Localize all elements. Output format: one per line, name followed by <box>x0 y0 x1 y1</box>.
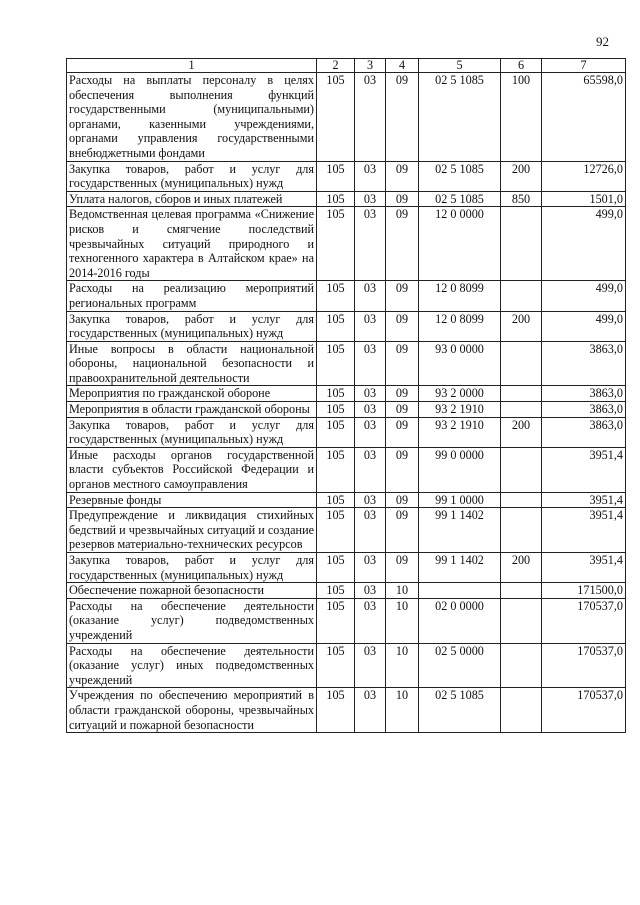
row-amount: 3863,0 <box>542 417 626 447</box>
row-name: Иные вопросы в области национальной обороны, национальной безопасности и правоохранительной деятельности <box>67 341 317 386</box>
row-section: 03 <box>355 402 386 418</box>
row-target-article: 02 5 0000 <box>419 643 501 688</box>
row-subsection: 09 <box>386 161 419 191</box>
table-row <box>67 341 626 386</box>
row-expense-type: 200 <box>501 553 542 583</box>
row-name: Закупка товаров, работ и услуг для государственных (муниципальных) нужд <box>67 161 317 191</box>
row-amount: 3951,4 <box>542 553 626 583</box>
row-amount: 170537,0 <box>542 598 626 643</box>
row-target-article: 12 0 8099 <box>419 281 501 311</box>
header-col-4: 4 <box>386 59 419 73</box>
row-ministry: 105 <box>317 417 355 447</box>
row-expense-type <box>501 643 542 688</box>
row-ministry: 105 <box>317 207 355 281</box>
row-amount: 499,0 <box>542 281 626 311</box>
row-ministry: 105 <box>317 583 355 599</box>
row-amount: 1501,0 <box>542 191 626 207</box>
row-expense-type: 200 <box>501 417 542 447</box>
row-section: 03 <box>355 191 386 207</box>
row-subsection: 10 <box>386 583 419 599</box>
row-name: Расходы на обеспечение деятельности (оказание услуг) иных подведомственных учреждений <box>67 643 317 688</box>
table-row <box>67 417 626 447</box>
row-amount: 3951,4 <box>542 508 626 553</box>
row-section: 03 <box>355 688 386 733</box>
table-row <box>67 311 626 341</box>
table-row <box>67 583 626 599</box>
row-target-article: 99 1 1402 <box>419 553 501 583</box>
row-name: Закупка товаров, работ и услуг для государственных (муниципальных) нужд <box>67 417 317 447</box>
table-row <box>67 281 626 311</box>
row-ministry: 105 <box>317 341 355 386</box>
row-expense-type <box>501 492 542 508</box>
row-name: Уплата налогов, сборов и иных платежей <box>67 191 317 207</box>
row-name: Предупреждение и ликвидация стихийных бедствий и чрезвычайных ситуаций и создание резервов материально-технических ресурсов <box>67 508 317 553</box>
row-section: 03 <box>355 583 386 599</box>
row-subsection: 09 <box>386 311 419 341</box>
row-name: Мероприятия по гражданской обороне <box>67 386 317 402</box>
row-section: 03 <box>355 207 386 281</box>
row-amount: 3863,0 <box>542 402 626 418</box>
page-number: 92 <box>596 34 609 49</box>
row-section: 03 <box>355 281 386 311</box>
row-ministry: 105 <box>317 386 355 402</box>
row-name: Обеспечение пожарной безопасности <box>67 583 317 599</box>
header-col-6: 6 <box>501 59 542 73</box>
row-amount: 3863,0 <box>542 341 626 386</box>
table-row <box>67 386 626 402</box>
table-row <box>67 508 626 553</box>
row-target-article: 12 0 8099 <box>419 311 501 341</box>
row-expense-type <box>501 386 542 402</box>
row-name: Мероприятия в области гражданской обороны <box>67 402 317 418</box>
row-ministry: 105 <box>317 281 355 311</box>
header-col-3: 3 <box>355 59 386 73</box>
row-ministry: 105 <box>317 688 355 733</box>
row-expense-type <box>501 447 542 492</box>
row-name: Закупка товаров, работ и услуг для государственных (муниципальных) нужд <box>67 553 317 583</box>
row-name: Расходы на реализацию мероприятий региональных программ <box>67 281 317 311</box>
row-expense-type <box>501 598 542 643</box>
row-ministry: 105 <box>317 73 355 162</box>
row-section: 03 <box>355 508 386 553</box>
row-target-article: 12 0 0000 <box>419 207 501 281</box>
row-amount: 65598,0 <box>542 73 626 162</box>
row-expense-type <box>501 583 542 599</box>
row-target-article: 02 5 1085 <box>419 191 501 207</box>
row-section: 03 <box>355 386 386 402</box>
row-target-article: 99 1 1402 <box>419 508 501 553</box>
row-section: 03 <box>355 643 386 688</box>
header-row <box>67 59 626 73</box>
row-expense-type: 850 <box>501 191 542 207</box>
row-subsection: 09 <box>386 447 419 492</box>
row-expense-type <box>501 207 542 281</box>
row-ministry: 105 <box>317 553 355 583</box>
row-name: Расходы на обеспечение деятельности (оказание услуг) подведомственных учреждений <box>67 598 317 643</box>
row-ministry: 105 <box>317 447 355 492</box>
row-name: Закупка товаров, работ и услуг для государственных (муниципальных) нужд <box>67 311 317 341</box>
row-target-article: 99 0 0000 <box>419 447 501 492</box>
table-row <box>67 402 626 418</box>
row-subsection: 09 <box>386 386 419 402</box>
row-target-article: 93 2 0000 <box>419 386 501 402</box>
row-expense-type: 200 <box>501 311 542 341</box>
row-amount: 170537,0 <box>542 688 626 733</box>
row-section: 03 <box>355 417 386 447</box>
row-expense-type <box>501 688 542 733</box>
row-subsection: 09 <box>386 492 419 508</box>
row-subsection: 10 <box>386 598 419 643</box>
row-subsection: 09 <box>386 508 419 553</box>
row-expense-type: 200 <box>501 161 542 191</box>
row-target-article: 02 5 1085 <box>419 688 501 733</box>
table-row <box>67 447 626 492</box>
row-subsection: 09 <box>386 207 419 281</box>
row-amount: 3951,4 <box>542 492 626 508</box>
row-amount: 499,0 <box>542 311 626 341</box>
row-name: Резервные фонды <box>67 492 317 508</box>
table-row <box>67 553 626 583</box>
row-section: 03 <box>355 447 386 492</box>
row-section: 03 <box>355 311 386 341</box>
row-amount: 3863,0 <box>542 386 626 402</box>
row-target-article: 99 1 0000 <box>419 492 501 508</box>
row-expense-type <box>501 402 542 418</box>
budget-table <box>66 58 626 733</box>
row-amount: 12726,0 <box>542 161 626 191</box>
row-amount: 171500,0 <box>542 583 626 599</box>
row-section: 03 <box>355 553 386 583</box>
row-ministry: 105 <box>317 598 355 643</box>
row-ministry: 105 <box>317 191 355 207</box>
row-subsection: 09 <box>386 341 419 386</box>
row-amount: 170537,0 <box>542 643 626 688</box>
row-name: Учреждения по обеспечению мероприятий в области гражданской обороны, чрезвычайных ситуаций и пожарной безопасности <box>67 688 317 733</box>
row-subsection: 09 <box>386 553 419 583</box>
header-col-1: 1 <box>67 59 317 73</box>
row-section: 03 <box>355 598 386 643</box>
row-expense-type <box>501 281 542 311</box>
row-section: 03 <box>355 73 386 162</box>
row-subsection: 10 <box>386 643 419 688</box>
row-section: 03 <box>355 161 386 191</box>
row-subsection: 09 <box>386 402 419 418</box>
header-col-5: 5 <box>419 59 501 73</box>
row-section: 03 <box>355 492 386 508</box>
row-name: Расходы на выплаты персоналу в целях обеспечения выполнения функций государственными (муниципальными) органами, казенными учреждениями, органами управления государственными внебюджетными фондами <box>67 73 317 162</box>
table-row <box>67 161 626 191</box>
row-subsection: 09 <box>386 281 419 311</box>
header-col-2: 2 <box>317 59 355 73</box>
row-expense-type <box>501 508 542 553</box>
row-amount: 499,0 <box>542 207 626 281</box>
row-ministry: 105 <box>317 492 355 508</box>
row-ministry: 105 <box>317 161 355 191</box>
table-row <box>67 73 626 162</box>
row-ministry: 105 <box>317 402 355 418</box>
row-subsection: 09 <box>386 73 419 162</box>
row-ministry: 105 <box>317 311 355 341</box>
table-row <box>67 492 626 508</box>
table-row <box>67 688 626 733</box>
row-name: Иные расходы органов государственной власти субъектов Российской Федерации и органов местного самоуправления <box>67 447 317 492</box>
row-amount: 3951,4 <box>542 447 626 492</box>
row-target-article: 93 2 1910 <box>419 417 501 447</box>
row-expense-type <box>501 341 542 386</box>
table-row <box>67 598 626 643</box>
header-col-7: 7 <box>542 59 626 73</box>
row-subsection: 09 <box>386 191 419 207</box>
row-ministry: 105 <box>317 508 355 553</box>
row-target-article: 93 0 0000 <box>419 341 501 386</box>
row-target-article: 02 5 1085 <box>419 161 501 191</box>
table-row <box>67 207 626 281</box>
row-section: 03 <box>355 341 386 386</box>
table-row <box>67 191 626 207</box>
table-row <box>67 643 626 688</box>
row-subsection: 10 <box>386 688 419 733</box>
row-subsection: 09 <box>386 417 419 447</box>
row-name: Ведомственная целевая программа «Снижение рисков и смягчение последствий чрезвычайных ситуаций природного и техногенного характера в Алтайском крае» на 2014-2016 годы <box>67 207 317 281</box>
row-ministry: 105 <box>317 643 355 688</box>
row-expense-type: 100 <box>501 73 542 162</box>
row-target-article: 02 0 0000 <box>419 598 501 643</box>
row-target-article: 93 2 1910 <box>419 402 501 418</box>
row-target-article <box>419 583 501 599</box>
row-target-article: 02 5 1085 <box>419 73 501 162</box>
